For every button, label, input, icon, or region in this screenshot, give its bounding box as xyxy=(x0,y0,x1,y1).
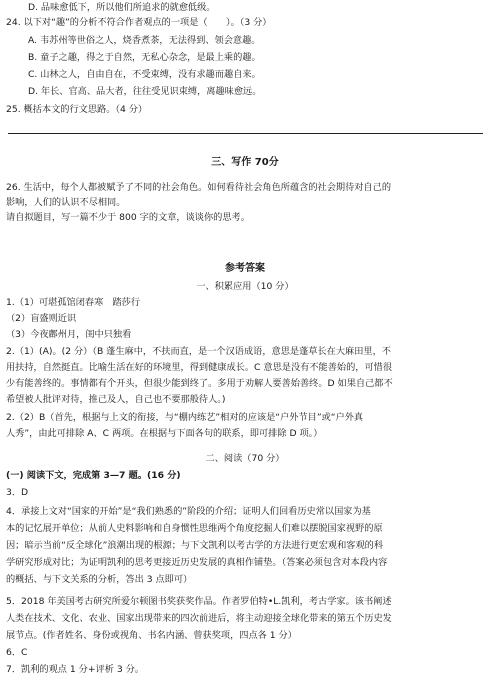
reading-heading: (一) 阅读下文，完成第 3—7 题。(16 分) xyxy=(6,470,181,481)
section1-heading: 一、积累应用（10 分） xyxy=(196,281,294,292)
q26-line-1: 26. 生活中，每个人都被赋予了不同的社会角色。如何看待社会角色所蕴含的社会期待对自己的 xyxy=(6,182,392,193)
answer-4-line-1: 4．承接上文对“国家的开始”是“我们熟悉的”阶段的介绍；证明人们回看历史常以国家为基 xyxy=(6,506,371,517)
answer-4-line-5: 的概括、与下文关系的分析，答出 3 点即可） xyxy=(6,574,193,585)
answer-2-1-line-3: 少有能善终的。事情都有个开头，但很少能到终了。多用于劝解人要善始善终。D 如果自己都不 xyxy=(6,378,393,389)
q24-option-c: C. 山林之人，自由自在，不受束缚，没有求趣而趣自来。 xyxy=(28,69,261,80)
answer-2-1-line-2: 用扶持，自然挺直。比喻生活在好的环境里，得到健康成长。C 意思是没有不能善始的，可惜很 xyxy=(6,362,393,373)
section2-heading: 二、阅读（70 分） xyxy=(205,453,285,464)
answer-3: 3．D xyxy=(6,487,29,498)
answer-2-1-line-4: 希望被人批评对待，推己及人，自己也不要那般待人。) xyxy=(6,394,226,405)
answer-7: 7．凯利的观点 1 分+评析 3 分。 xyxy=(6,664,144,675)
answer-5-line-3: 展节点。(作者姓名、身份或视角、书名内涵、曾获奖项，四点各 1 分） xyxy=(6,630,297,641)
writing-heading: 三、写作 70分 xyxy=(211,157,279,168)
answer-line xyxy=(8,133,483,134)
answers-heading: 参考答案 xyxy=(225,263,265,274)
answer-5-line-2: 人类在技术、文化、农业、国家出现带来的四次前进后，将主动迎接全球化带来的第五个历史发 xyxy=(6,613,392,624)
answer-4-line-4: 学研究形成对比；为证明凯利的思考更接近历史发展的真相作铺垫。（答案必须包含对本段内容 xyxy=(6,557,388,568)
q25: 25. 概括本文的行文思路。（4 分） xyxy=(6,104,148,115)
q26-line-3: 请自拟题目，写一篇不少于 800 字的文章，谈谈你的思考。 xyxy=(6,212,250,223)
answer-2-2-line-2: 人秀”，由此可排除 A、C 两项。在根据与下面各句的联系，即可排除 D 项。） xyxy=(6,428,323,439)
answer-1-1: 1.（1）可堪孤馆闭春寒 踏莎行 xyxy=(6,297,141,308)
answer-2-2-line-1: 2.（2）B（首先，根据与上文的衔接，与“棚内练艺”相对的应该是“户外节目”或“户外真 xyxy=(6,412,364,423)
answer-4-line-2: 本的记忆展开单位；从前人史料影响和自身惯性思维两个角度挖掘人们难以摆脱国家视野的原 xyxy=(6,523,383,534)
answer-5-line-1: 5．2018 年美国考古研究所爱尔顿图书奖获奖作品。作者罗伯特•L.凯利，考古学家。该书阐述 xyxy=(6,596,392,607)
q23-option-d: D. 品味愈低下，所以他们所追求的就愈低级。 xyxy=(28,2,216,13)
answer-6: 6．C xyxy=(6,647,28,658)
answer-4-line-3: 因；暗示当前“反全球化”浪潮出现的根源；与下文凯利以考古学的方法进行更宏观和客观的科 xyxy=(6,540,384,551)
q24-stem: 24. 以下对“趣”的分析不符合作者观点的一项是（ ）。（3 分） xyxy=(6,17,272,28)
answer-2-1-line-1: 2.（1）(A)。(2 分）（B 蓬生麻中，不扶而直，是一个汉语成语，意思是蓬草长在大麻田里，不 xyxy=(6,346,391,357)
answer-1-3: （3）今夜鄜州月，闺中只独看 xyxy=(6,329,132,340)
q24-option-b: B. 童子之趣，得之于自然，无私心杂念，是最上乘的趣。 xyxy=(28,52,261,63)
answer-1-2: （2）盲盛则近识 xyxy=(6,313,77,324)
q26-line-2: 影响，人们的认识不尽相同。 xyxy=(6,197,126,208)
q24-option-d: D. 年长、官高、品大者，往往受见识束缚，离趣味愈远。 xyxy=(28,86,262,97)
q24-option-a: A. 韦苏州等世俗之人，烧香煮茶，无法得到、领会意趣。 xyxy=(28,35,261,46)
